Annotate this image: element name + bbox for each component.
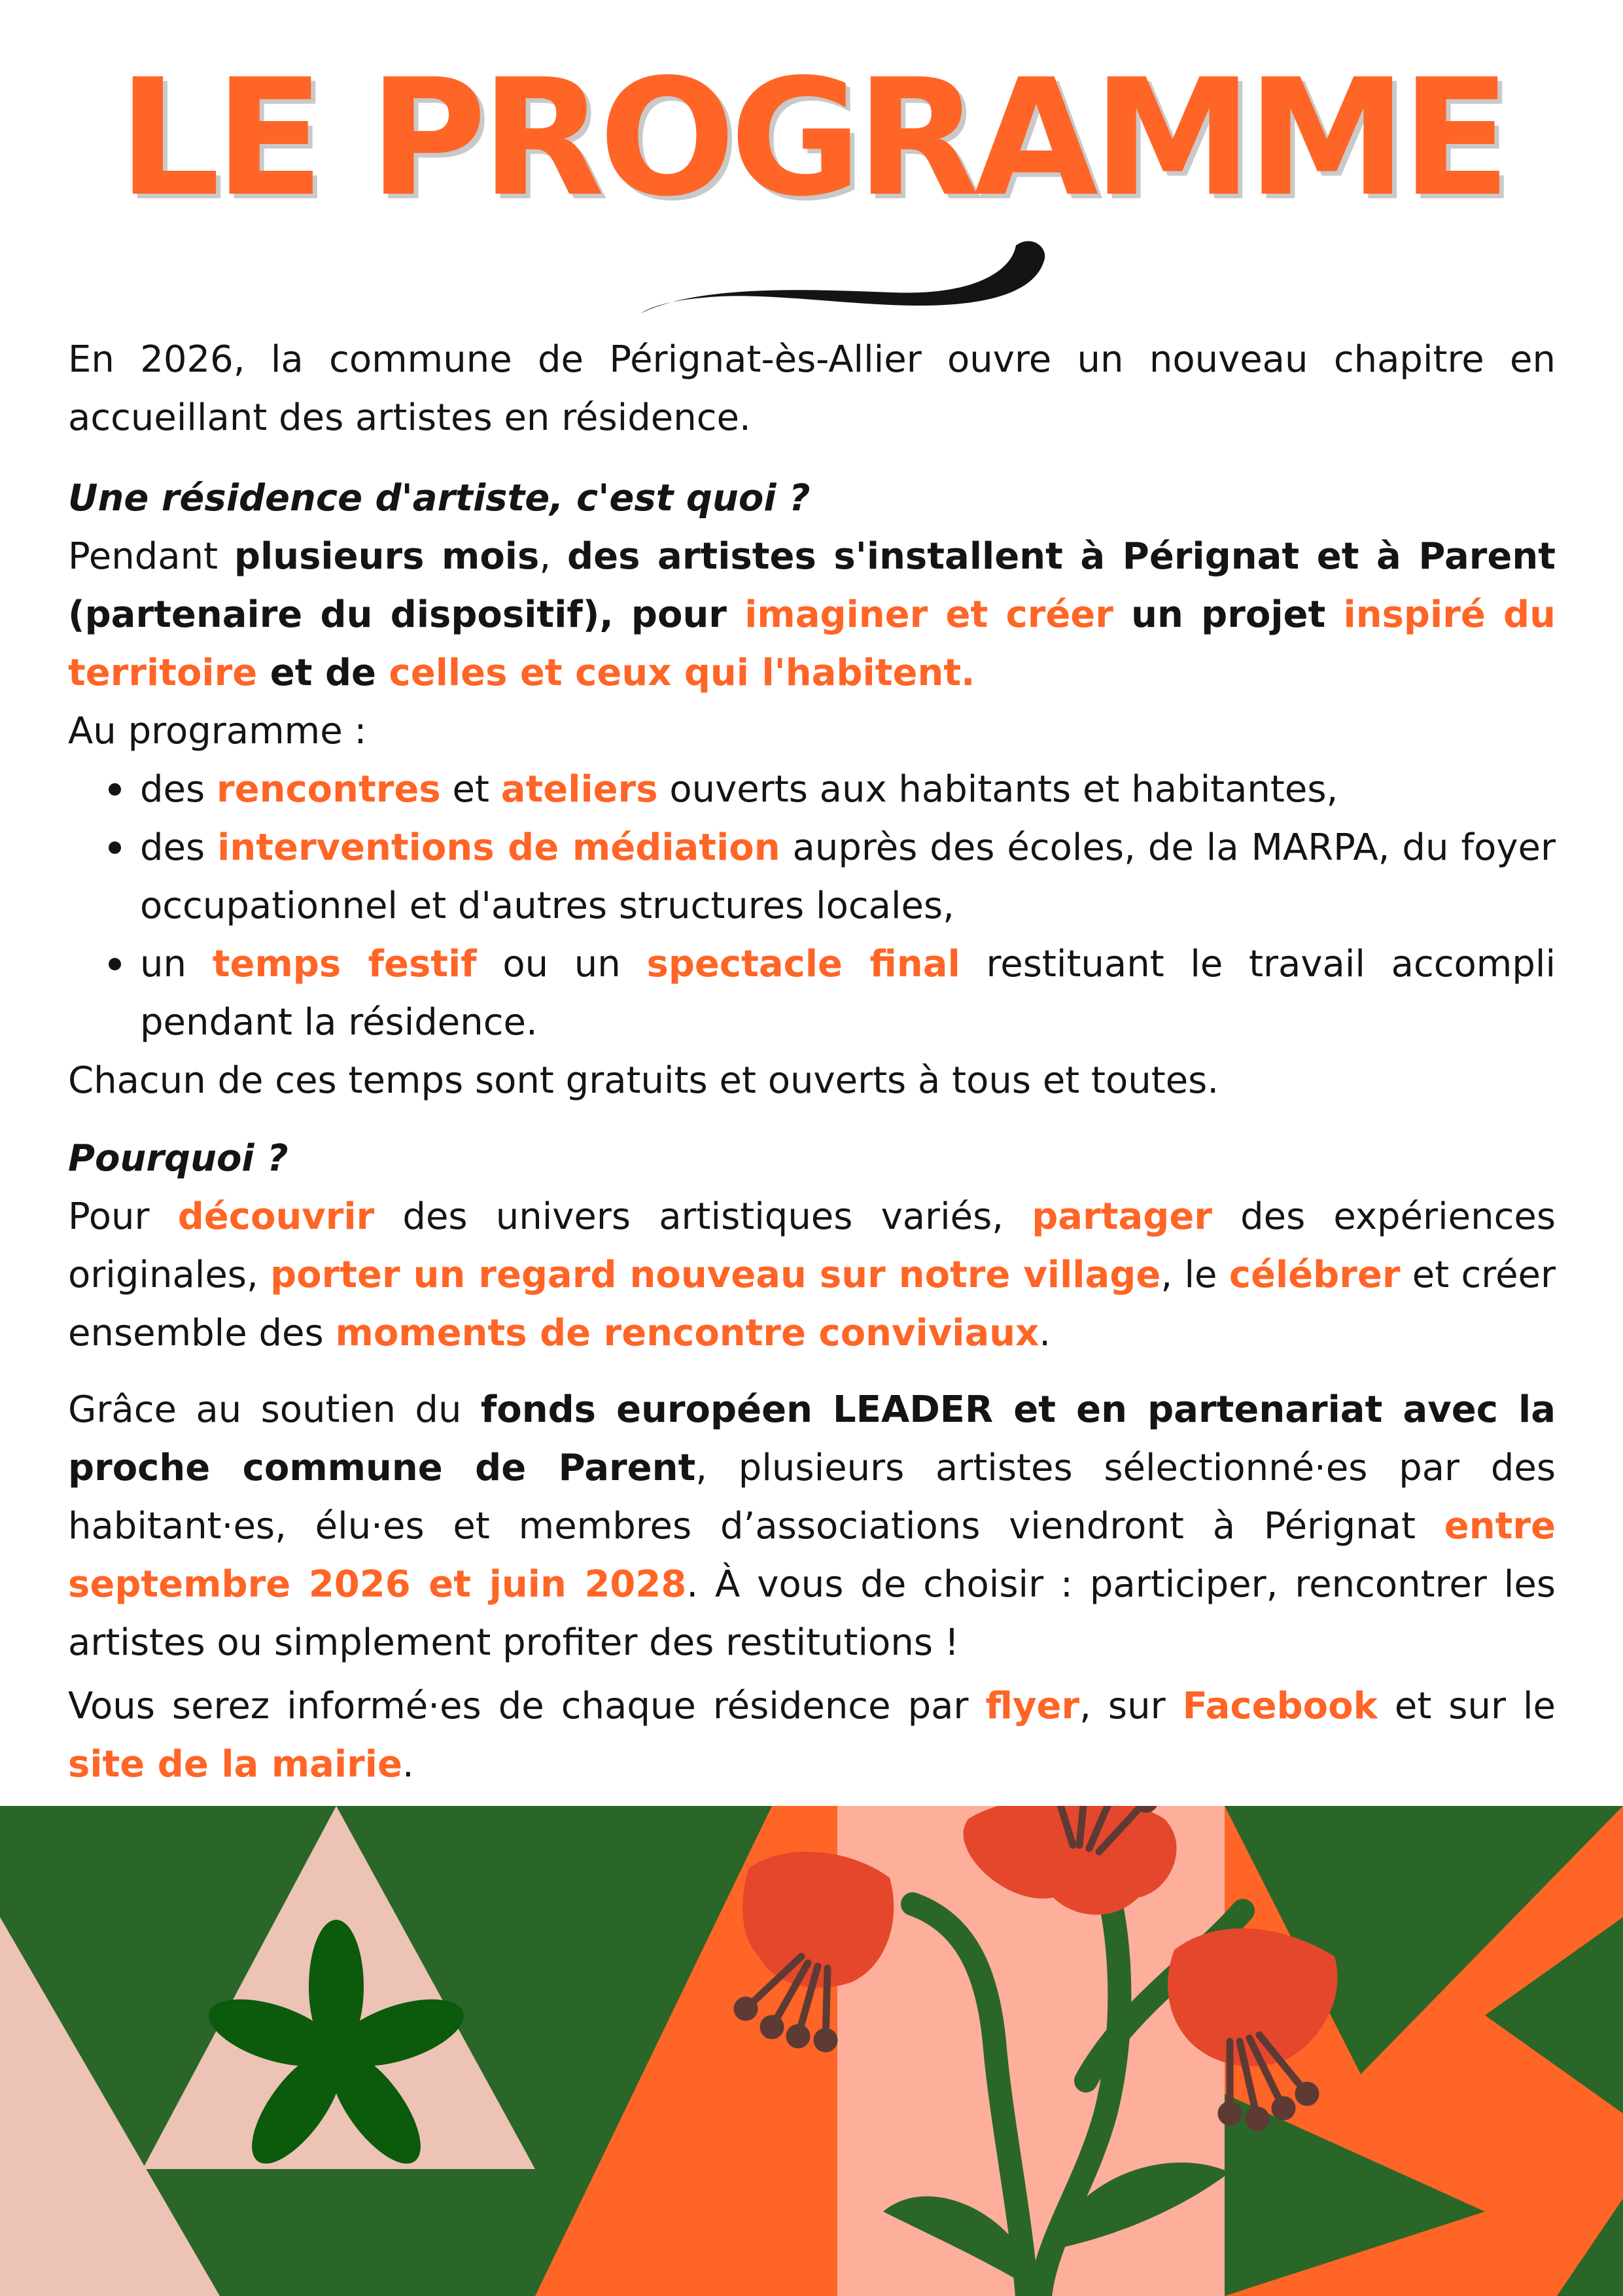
text-span: . bbox=[402, 1743, 414, 1786]
decorative-swoosh bbox=[638, 232, 1056, 324]
text-span: , le bbox=[1161, 1254, 1229, 1296]
text-span: et bbox=[440, 768, 501, 811]
highlight-text: site de la mairie bbox=[68, 1743, 402, 1786]
info-paragraph bbox=[68, 1677, 1556, 1793]
list-item bbox=[140, 935, 1556, 1051]
bold-text: un projet bbox=[1113, 593, 1344, 636]
bold-text: fonds européen LEADER et en partenariat avec la proche commune de Parent bbox=[68, 1388, 1556, 1489]
text-span: , sur bbox=[1079, 1685, 1183, 1727]
text-span: Grâce au soutien du bbox=[68, 1388, 481, 1431]
highlight-text: interventions de médiation bbox=[217, 826, 780, 869]
intro-paragraph: En 2026, la commune de Pérignat-ès-Allier ouvre un nouveau chapitre en accueillant des artistes en résidence. bbox=[68, 338, 1556, 439]
leader-paragraph bbox=[68, 1381, 1556, 1672]
section-heading-pourquoi: Pourquoi ? bbox=[68, 1137, 288, 1180]
pourquoi-paragraph bbox=[68, 1188, 1556, 1362]
text-span: des expériences originales, bbox=[68, 1195, 1556, 1296]
text-span: ouverts aux habitants et habitantes, bbox=[657, 768, 1338, 811]
text-span: . bbox=[1039, 1312, 1051, 1354]
text-span: ou un bbox=[476, 943, 647, 985]
highlight-text: partager bbox=[1032, 1195, 1212, 1238]
bold-text: et de bbox=[257, 652, 389, 694]
highlight-text: Facebook bbox=[1182, 1685, 1378, 1727]
text-span: des bbox=[140, 826, 218, 869]
text-span: Vous serez informé·es de chaque résidence par bbox=[68, 1685, 986, 1727]
highlight-text: ateliers bbox=[500, 768, 658, 811]
highlight-text: entre septembre 2026 et juin 2028 bbox=[68, 1505, 1556, 1606]
text-span: , plusieurs artistes sélectionné·es par des habitant·es, élu·es et membres d’associations viendront à Pérignat bbox=[68, 1447, 1556, 1547]
text-span: restituant le travail accompli pendant la résidence. bbox=[140, 943, 1556, 1044]
highlight-text: imaginer et créer bbox=[744, 593, 1113, 636]
program-list bbox=[68, 760, 1556, 1051]
list-item bbox=[140, 819, 1556, 935]
highlight-text: célébrer bbox=[1229, 1254, 1401, 1296]
text-span: et créer ensemble des bbox=[68, 1254, 1556, 1354]
highlight-text: rencontres bbox=[216, 768, 441, 811]
decorative-artwork bbox=[0, 1806, 1623, 2296]
highlight-text: flyer bbox=[985, 1685, 1080, 1727]
text-span: des bbox=[140, 768, 217, 811]
highlight-text: inspiré du territoire bbox=[68, 593, 1556, 694]
text-span: Pendant bbox=[68, 535, 234, 578]
text-span: . À vous de choisir : participer, rencontrer les artistes ou simplement profiter des restitutions ! bbox=[68, 1563, 1556, 1664]
highlight-text: porter un regard nouveau sur notre village bbox=[270, 1254, 1161, 1296]
text-span: des univers artistiques variés, bbox=[374, 1195, 1032, 1238]
closing-paragraph: Chacun de ces temps sont gratuits et ouverts à tous et toutes. bbox=[68, 1059, 1219, 1102]
text-span: un bbox=[140, 943, 213, 985]
text-span: et sur le bbox=[1377, 1685, 1556, 1727]
bold-text: des artistes s'installent à Pérignat et à Parent (partenaire du dispositif), pour bbox=[68, 535, 1556, 636]
text-span: auprès des écoles, de la MARPA, du foyer occupationnel et d'autres structures locales, bbox=[140, 826, 1556, 927]
highlight-text: celles et ceux qui l'habitent. bbox=[389, 652, 975, 694]
main-content bbox=[68, 330, 1556, 1793]
highlight-text: temps festif bbox=[212, 943, 477, 985]
highlight-text: spectacle final bbox=[646, 943, 960, 985]
program-label: Au programme : bbox=[68, 710, 367, 752]
text-span: , bbox=[539, 535, 568, 578]
section-heading-residence: Une résidence d'artiste, c'est quoi ? bbox=[68, 477, 811, 520]
highlight-text: découvrir bbox=[177, 1195, 375, 1238]
highlight-text: moments de rencontre conviviaux bbox=[335, 1312, 1039, 1354]
list-item bbox=[140, 760, 1556, 819]
residence-paragraph bbox=[68, 527, 1556, 702]
bold-text: plusieurs mois bbox=[234, 535, 540, 578]
page-title: LE PROGRAMME bbox=[118, 45, 1505, 232]
text-span: Pour bbox=[68, 1195, 178, 1238]
